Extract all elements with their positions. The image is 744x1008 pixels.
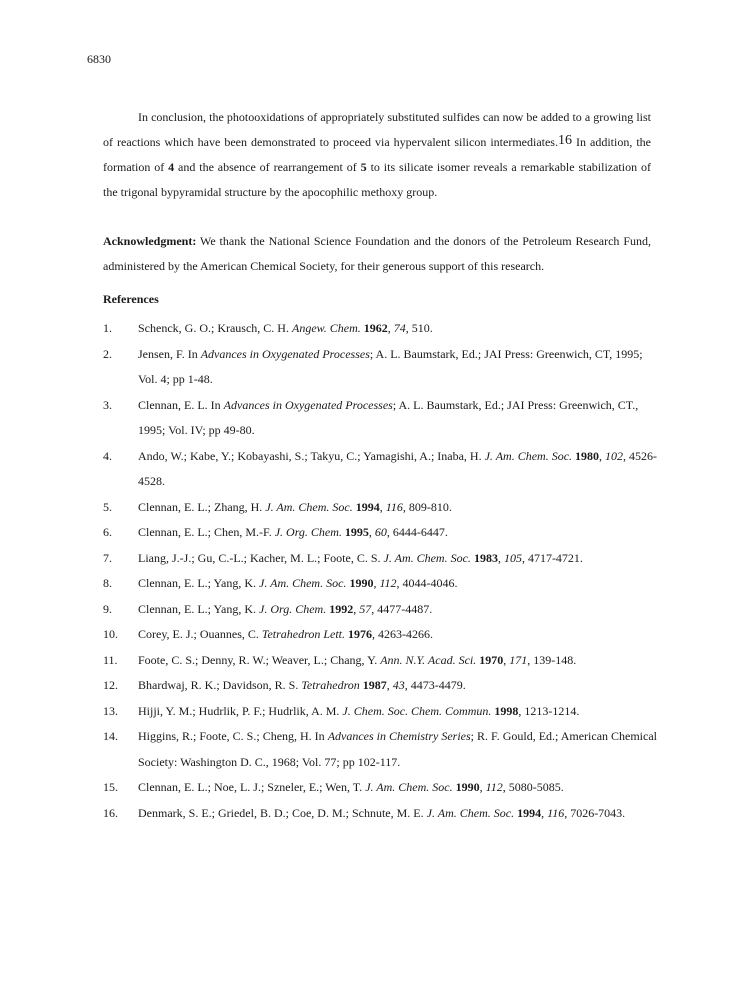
reference-volume: 112 (485, 780, 503, 794)
reference-pages: 4263-4266. (378, 627, 433, 641)
reference-pages: , 139-148. (527, 652, 577, 667)
reference-year: 1980 (575, 448, 600, 463)
reference-pages: , 4044-4046. (396, 576, 458, 590)
reference-volume: 105 (503, 550, 522, 565)
reference-year: 1987 (362, 678, 387, 692)
reference-journal: J. Am. Chem. Soc. (259, 576, 347, 590)
reference-year: 1990 (349, 576, 374, 590)
reference-authors: Higgins, R.; Foote, C. S.; Cheng, H. In (138, 729, 328, 743)
reference-separator: , (353, 601, 360, 616)
reference-list (103, 316, 663, 826)
reference-volume: 102 (605, 448, 624, 463)
page-number: 6830 (87, 52, 111, 66)
reference-item (103, 393, 663, 444)
reference-authors: Clennan, E. L. In (138, 397, 224, 412)
reference-year: 1990 (455, 780, 480, 794)
reference-separator: , (599, 448, 606, 463)
reference-volume: 43 (392, 678, 405, 692)
reference-year: 1962 (363, 321, 388, 335)
reference-journal: Advances in Oxygenated Processes (223, 397, 393, 412)
reference-item (103, 775, 663, 801)
reference-number: 1. (103, 321, 112, 335)
compound-number: 5 (360, 160, 367, 174)
reference-authors: Jensen, F. In (138, 346, 201, 361)
reference-separator: , (368, 525, 375, 539)
reference-number: 3. (103, 397, 112, 412)
reference-authors: Liang, J.-J.; Gu, C.-L.; Kacher, M. L.; Foote, C. S. (138, 550, 384, 565)
reference-year: 1994 (355, 499, 380, 514)
acknowledgment-paragraph (103, 229, 651, 279)
reference-year: 1998 (494, 703, 519, 718)
reference-item (103, 673, 663, 699)
reference-item (103, 495, 663, 521)
reference-year: 1976 (348, 627, 372, 641)
reference-text: ; R. F. Gould, Ed.; American Chemical Society: Washington D. C., 1968; Vol. 77; pp 102-117. (138, 729, 658, 769)
reference-number: 12. (103, 678, 118, 692)
reference-journal: J. Am. Chem. Soc. (383, 550, 471, 565)
reference-authors: Schenck, G. O.; Krausch, C. H. (138, 321, 292, 335)
reference-separator: , (386, 678, 393, 692)
reference-item (103, 648, 663, 674)
reference-number: 5. (103, 499, 112, 514)
reference-authors: Corey, E. J.; Ouannes, C. (138, 627, 262, 641)
reference-authors: Clennan, E. L.; Yang, K. (138, 601, 259, 616)
references-heading: References (103, 292, 159, 306)
reference-authors: Clennan, E. L.; Zhang, H. (138, 499, 266, 514)
reference-separator: , (541, 805, 548, 820)
reference-year: 1983 (473, 550, 498, 565)
reference-pages: , 7026-7043. (564, 805, 626, 820)
reference-authors: Foote, C. S.; Denny, R. W.; Weaver, L.; Chang, Y. (138, 652, 381, 667)
reference-pages: , 4717-4721. (521, 550, 583, 565)
reference-number: 8. (103, 576, 112, 590)
reference-journal: Advances in Oxygenated Processes (200, 346, 370, 361)
reference-authors: Clennan, E. L.; Yang, K. (138, 576, 259, 590)
reference-journal: J. Am. Chem. Soc. (426, 805, 515, 820)
reference-journal: J. Org. Chem. (274, 525, 342, 539)
reference-item (103, 724, 663, 775)
reference-volume: 171 (509, 652, 528, 667)
reference-number: 10. (103, 627, 118, 641)
reference-number: 14. (103, 729, 118, 743)
reference-number: 6. (103, 525, 112, 539)
reference-journal: J. Chem. Soc. Chem. Commun. (342, 703, 492, 718)
reference-journal: J. Am. Chem. Soc. (365, 780, 453, 794)
conclusion-paragraph (103, 105, 651, 205)
reference-number: 15. (103, 780, 118, 794)
reference-number: 16. (103, 805, 118, 820)
reference-separator: , (503, 652, 510, 667)
reference-item (103, 520, 663, 546)
reference-item (103, 597, 663, 623)
reference-item (103, 801, 663, 827)
reference-pages: , 4477-4487. (371, 601, 433, 616)
reference-separator: , (479, 780, 486, 794)
reference-year: 1992 (329, 601, 354, 616)
reference-authors: Clennan, E. L.; Noe, L. J.; Szneler, E.; Wen, T. (138, 780, 366, 794)
reference-pages: , 5080-5085. (502, 780, 564, 794)
reference-separator: , (497, 550, 504, 565)
compound-number: 4 (168, 160, 175, 174)
reference-item (103, 622, 663, 648)
reference-separator: , (518, 703, 525, 718)
reference-item (103, 571, 663, 597)
reference-journal: J. Am. Chem. Soc. (265, 499, 353, 514)
citation-superscript: 16 (557, 133, 572, 148)
reference-journal: Ann. N.Y. Acad. Sci. (380, 652, 477, 667)
reference-volume: 112 (379, 576, 397, 590)
acknowledgment-text: We thank the National Science Foundation and the donors of the Petroleum Research Fund, administered by the American Chemical Society, for their generous support of this research. (103, 234, 651, 273)
reference-journal: Tetrahedron Lett. (261, 627, 345, 641)
reference-item (103, 342, 663, 393)
reference-separator: , (379, 499, 386, 514)
reference-year: 1995 (344, 525, 369, 539)
reference-authors: Ando, W.; Kabe, Y.; Kobayashi, S.; Takyu, C.; Yamagishi, A.; Inaba, H. (138, 448, 485, 463)
reference-journal: Advances in Chemistry Series (327, 729, 471, 743)
reference-pages: , 809-810. (402, 499, 452, 514)
reference-number: 11. (103, 652, 118, 667)
reference-journal: J. Org. Chem. (259, 601, 327, 616)
reference-journal: J. Am. Chem. Soc. (484, 448, 573, 463)
reference-item (103, 316, 663, 342)
reference-pages: , 510. (405, 321, 433, 335)
reference-authors: Clennan, E. L.; Chen, M.-F. (138, 525, 275, 539)
reference-item (103, 546, 663, 572)
reference-separator: , (387, 321, 394, 335)
reference-volume: 116 (547, 805, 565, 820)
reference-volume: 116 (385, 499, 403, 514)
reference-pages: , 6444-6447. (386, 525, 448, 539)
conclusion-text-b: In addition, the formation of (103, 135, 652, 174)
reference-number: 4. (103, 448, 112, 463)
reference-authors: Hijji, Y. M.; Hudrlik, P. F.; Hudrlik, A. M. (138, 703, 343, 718)
reference-volume: 60 (374, 525, 387, 539)
reference-number: 7. (103, 550, 112, 565)
reference-pages: 1213-1214. (524, 703, 580, 718)
reference-authors: Denmark, S. E.; Griedel, B. D.; Coe, D. M.; Schnute, M. E. (138, 805, 427, 820)
conclusion-text-a: In conclusion, the photooxidations of appropriately substituted sulfides can now be added to a growing list of reactions which have been demonstrated to proceed via hypervalent silicon intermediates. (103, 110, 651, 149)
reference-separator: , (373, 576, 380, 590)
reference-year: 1994 (517, 805, 542, 820)
reference-pages: , 4473-4479. (404, 678, 466, 692)
reference-journal: Angew. Chem. (291, 321, 361, 335)
reference-text: ; A. L. Baumstark, Ed.; JAI Press: Greenwich, CT., 1995; Vol. IV; pp 49-80. (138, 397, 639, 437)
reference-item (103, 444, 663, 495)
reference-item (103, 699, 663, 725)
reference-journal: Tetrahedron (301, 678, 360, 692)
reference-text: ; A. L. Baumstark, Ed.; JAI Press: Greenwich, CT, 1995; Vol. 4; pp 1-48. (138, 346, 643, 386)
reference-volume: 57 (359, 601, 372, 616)
reference-pages: , 4526-4528. (138, 448, 658, 488)
conclusion-text-c: and the absence of rearrangement of (174, 160, 361, 174)
reference-number: 2. (103, 346, 112, 361)
reference-authors: Bhardwaj, R. K.; Davidson, R. S. (138, 678, 302, 692)
acknowledgment-label: Acknowledgment: (103, 234, 197, 248)
reference-separator: , (372, 627, 378, 641)
reference-number: 9. (103, 601, 112, 616)
reference-year: 1970 (479, 652, 504, 667)
reference-number: 13. (103, 703, 118, 718)
conclusion-text-d: to its silicate isomer reveals a remarkable stabilization of the trigonal bypyramidal structure by the apocophilic methoxy group. (103, 160, 652, 199)
reference-volume: 74 (393, 321, 406, 335)
